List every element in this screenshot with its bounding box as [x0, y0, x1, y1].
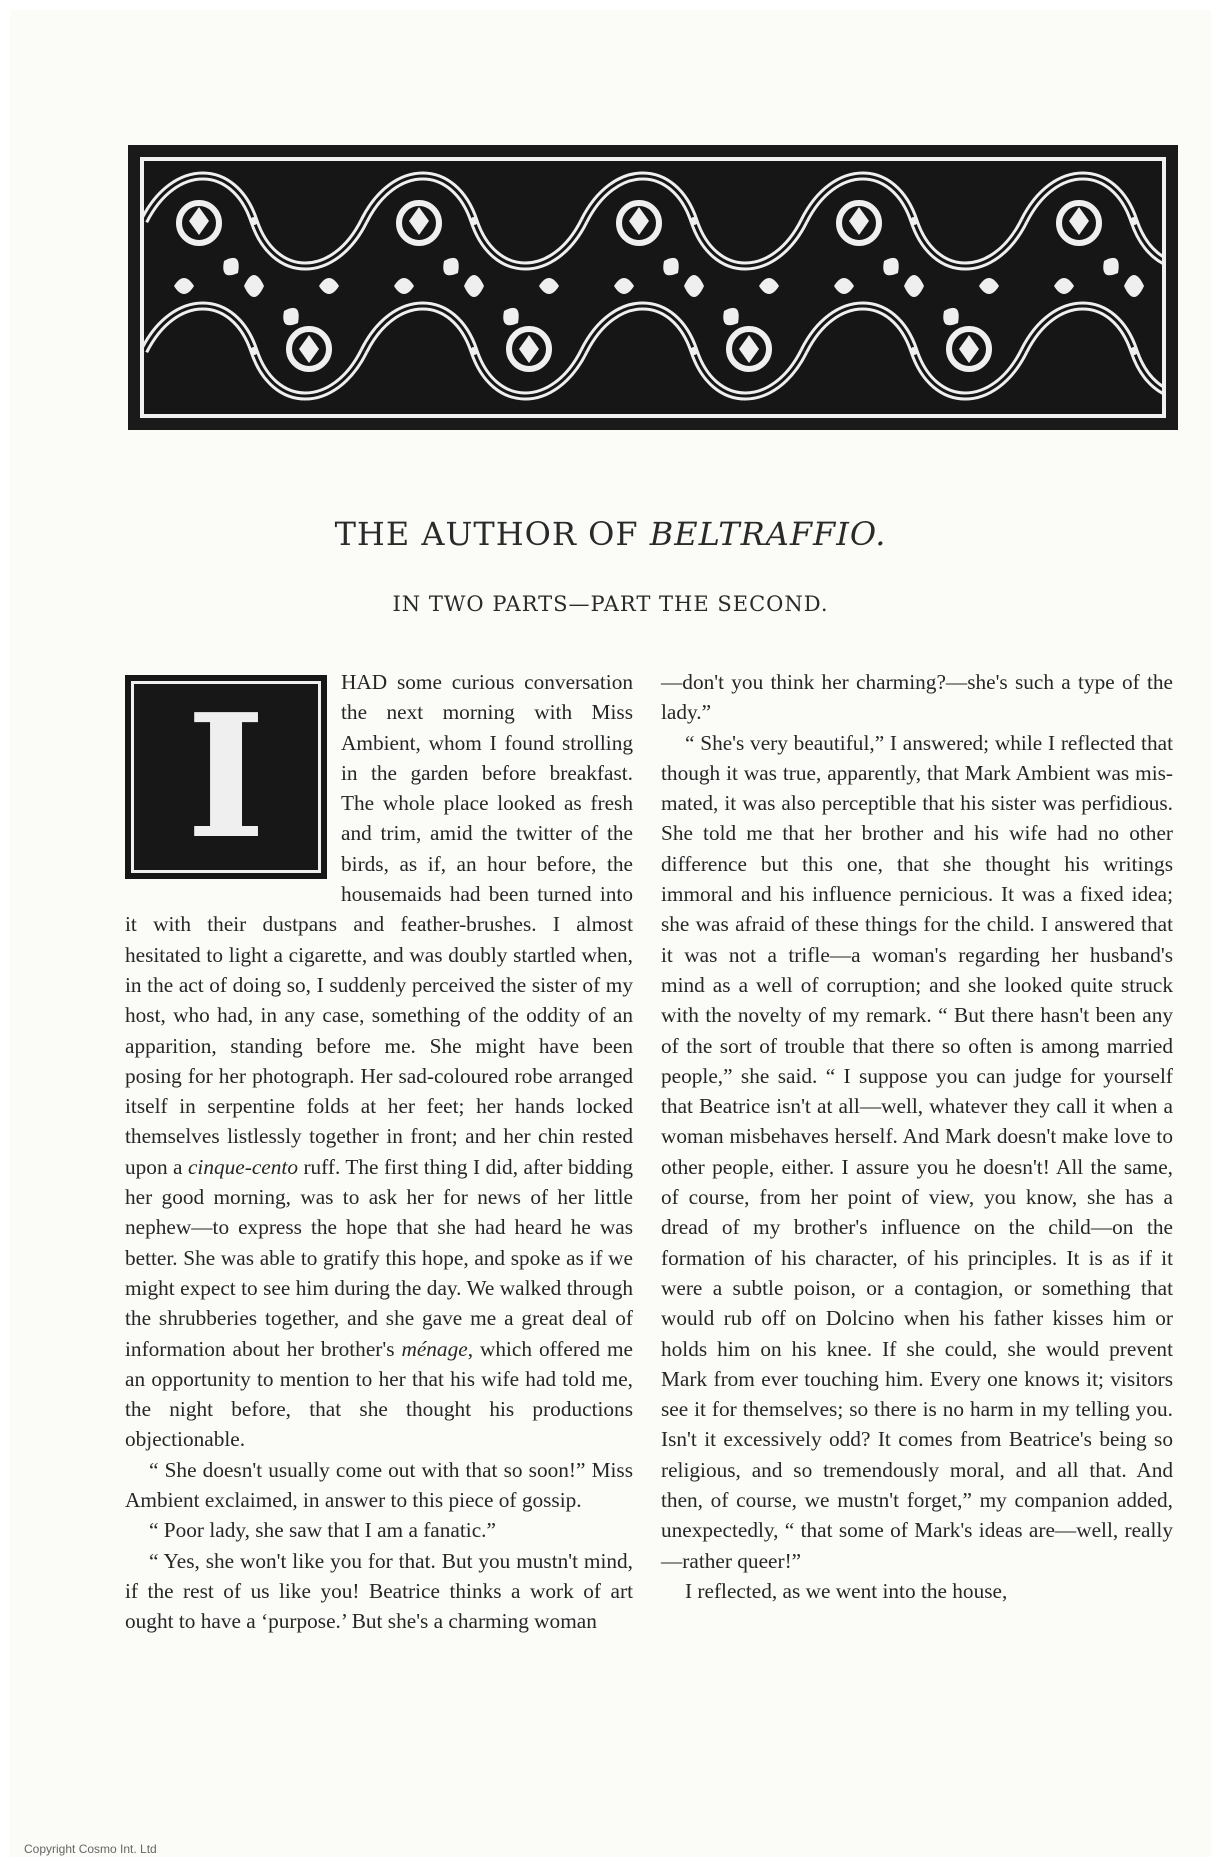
right-column [661, 667, 1173, 1606]
floral-scroll-ornament [144, 161, 1162, 414]
title-prefix: THE AUTHOR OF [334, 515, 650, 553]
italic-term: ménage [401, 1336, 468, 1361]
ornamental-header-band [128, 145, 1178, 430]
paragraph: “ Yes, she won't like you for that. But you mustn't mind, if the rest of us like you! Beatrice thinks a work of art ought to have a ‘purpose.’ But she's a charming woman [125, 1548, 633, 1634]
article-title [10, 515, 1211, 553]
page-border [10, 10, 1211, 1857]
text-run: , which offered me an opportunity to mention to her that his wife had told me, the night before, that she thought his productions objectionable. [125, 1336, 633, 1452]
article-subtitle: IN TWO PARTS—PART THE SECOND. [392, 592, 829, 616]
left-column [125, 667, 633, 1637]
drop-cap [125, 675, 327, 879]
ornament-frame [140, 157, 1166, 418]
title-italic: BELTRAFFIO. [649, 515, 887, 553]
paragraph: “ Poor lady, she saw that I am a fanatic.” [149, 1518, 496, 1543]
copyright-notice: Copyright Cosmo Int. Ltd [24, 1842, 157, 1856]
paragraph: “ She doesn't usually come out with that so soon!” Miss Ambient exclaimed, in answer to this piece of gossip. [125, 1457, 633, 1513]
drop-cap-letter: I [186, 677, 266, 877]
text-run: ruff. The first thing I did, after bidding her good morning, was to ask her for news of her little nephew—to express the hope that she had heard he was better. She was able to gratify this hope, and spoke as if we might expect to see him during the day. We walked through the shrubberies together, and she gave me a great deal of information about her brother's [125, 1154, 634, 1361]
italic-term: cinque-cento [187, 1154, 298, 1179]
paragraph: —don't you think her charming?—she's such a type of the lady.” [661, 670, 1173, 725]
page [10, 10, 1211, 1857]
text-run: HAD some curious conversation the next morning with Miss Ambient, whom I found strolling in the garden before breakfast. The whole place looked as fresh and trim, amid the twitter of the birds, as if, an hour before, the housemaids had been turned into it with their dustpans and feather-brushes. I almost hesitated to light a cigarette, and was doubly startled when, in the act of doing so, I suddenly perceived the sister of my host, who had, in any case, something of the oddity of an apparition, standing before me. She might have been posing for her photograph. Her sad-coloured robe arranged itself in serpentine folds at her feet; her hands locked themselves listlessly together in front; and her chin rested upon a [125, 670, 633, 1179]
paragraph: “ She's very beautiful,” I answered; while I reflected that though it was true, apparently, that Mark Ambient was mis-mated, it was also perceptible that his sister was perfidious. She told me that her brother and his wife had no other difference but this one, that she thought his writings immoral and his influence pernicious. It was a fixed idea; she was afraid of these things for the child. I answered that it was not a trifle—a woman's regarding her husband's mind as a well of corruption; and she looked quite struck with the novelty of my remark. “ But there hasn't been any of the sort of trouble that there so often is among married people,” she said. “ I suppose you can judge for yourself that Beatrice isn't at all—well, whatever they call it when a woman misbehaves herself. And Mark doesn't make love to other people, either. I assure you he doesn't! All the same, of course, from her point of view, you know, she has a dread of my brother's influence on the child—on the formation of his character, of his principles. It is as if it were a subtle poison, or a contagion, or something that would rub off on Dolcino when his father kisses him or holds him on his knee. If she could, she would prevent Mark from ever touching him. Every one knows it; visitors see it for themselves; so there is no harm in my telling you. Isn't it excessively odd? It comes from Beatrice's being so religious, and so tremendously moral, and all that. And then, of course, we mustn't forget,” my companion added, unexpectedly, “ that some of Mark's ideas are—well, really—rather queer!” [661, 730, 1173, 1573]
paragraph: I reflected, as we went into the house, [685, 1578, 1008, 1603]
